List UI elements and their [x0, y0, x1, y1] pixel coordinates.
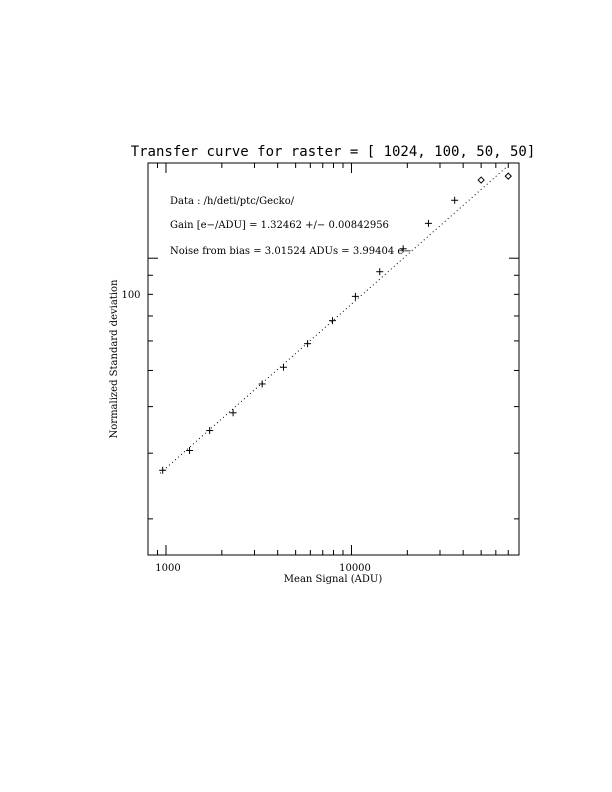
data-point-plus — [376, 268, 383, 275]
chart-title: Transfer curve for raster = [ 1024, 100, 50, 50] — [130, 144, 536, 160]
fit-line — [160, 168, 506, 474]
data-point-plus — [304, 340, 311, 347]
annotation-noise: Noise from bias = 3.01524 ADUs = 3.99404 e− — [170, 246, 412, 257]
y-tick-label-100: 100 — [121, 290, 141, 301]
data-point-plus — [186, 447, 193, 454]
x-tick-label-1000: 1000 — [155, 563, 181, 574]
data-point-plus — [352, 293, 359, 300]
data-point-plus — [425, 220, 432, 227]
annotation-data-path: Data : /h/deti/ptc/Gecko/ — [170, 196, 295, 207]
x-tick-label-10000: 10000 — [339, 563, 371, 574]
y-axis-label: Normalized Standard deviation — [109, 279, 120, 439]
data-marks — [159, 168, 511, 474]
data-point-plus — [230, 409, 237, 416]
data-point-diamond — [505, 173, 511, 179]
data-point-plus — [329, 317, 336, 324]
x-axis-label: Mean Signal (ADU) — [283, 574, 383, 585]
data-point-plus — [206, 427, 213, 434]
data-point-diamond — [478, 177, 484, 183]
data-point-plus — [451, 197, 458, 204]
annotation-gain: Gain [e−/ADU] = 1.32462 +/− 0.00842956 — [170, 220, 389, 231]
data-point-plus — [259, 380, 266, 387]
